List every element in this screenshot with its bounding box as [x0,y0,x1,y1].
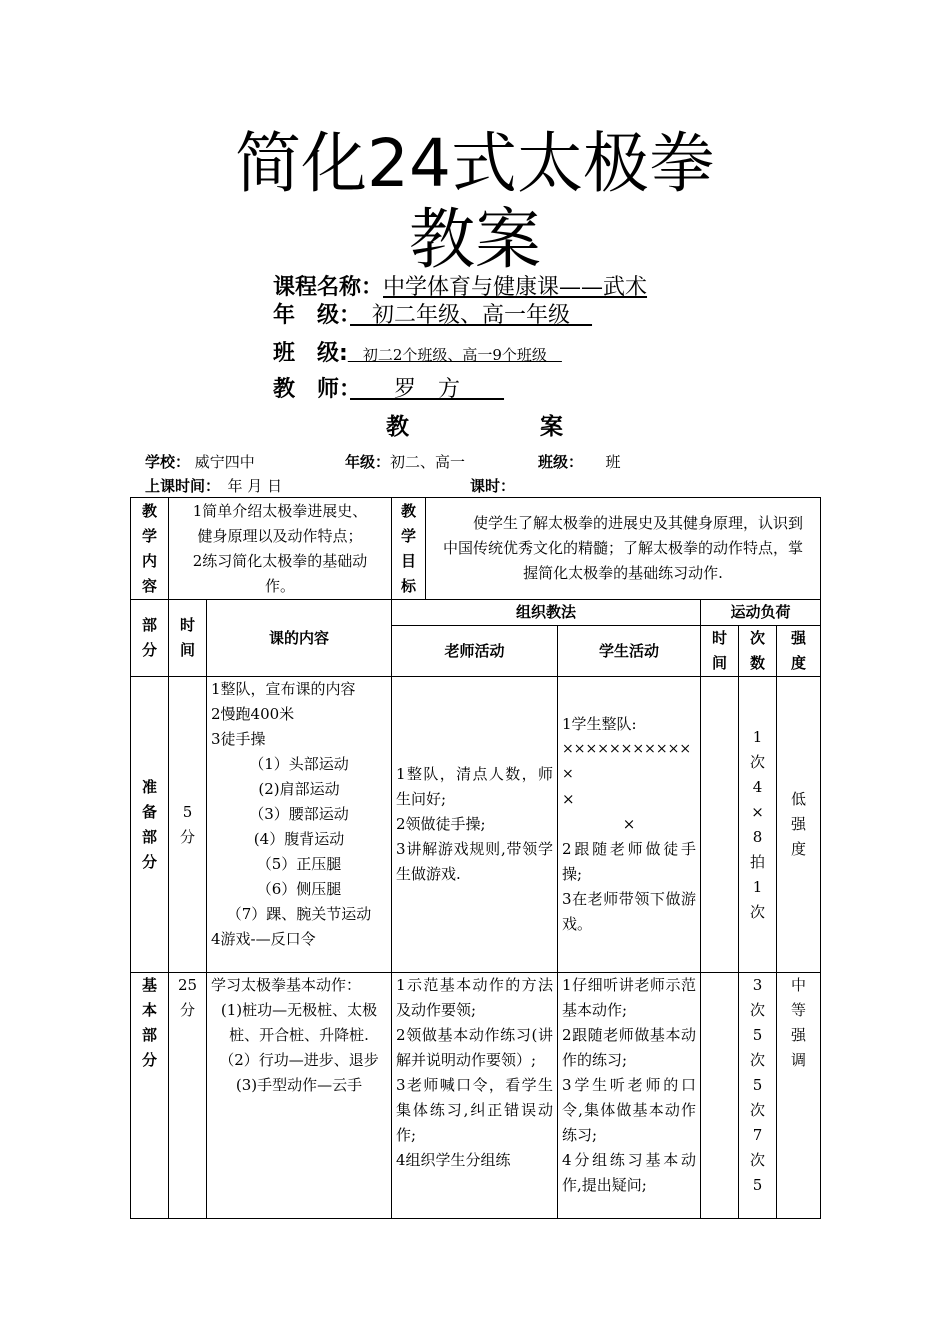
basic-part: 基 本 部 分 [131,973,169,1219]
basic-content: 学习太极拳基本动作： (1)桩功—无极桩、太极桩、开合桩、升降桩. （2）行功—进步、退步 (3)手型动作—云手 [207,973,392,1219]
header-intensity: 强 度 [777,626,821,677]
course-row [273,270,647,301]
jiaoan-right: 案 [540,414,563,440]
header-time: 时 间 [169,600,207,677]
basic-row [131,973,821,1219]
prep-part: 准 备 部 分 [131,677,169,973]
course-label: 课程名称： [273,275,384,300]
course-value: 中学体育与健康课——武术 [383,275,648,300]
class2-value: 班 [605,453,621,471]
period-info [470,475,515,496]
time-info [145,475,282,496]
grade-info [345,451,465,472]
basic-time: 25 分 [169,973,207,1219]
objective-row [131,498,821,600]
header-org: 组织教法 [392,600,701,626]
class-row [273,336,562,367]
goal-text: 使学生了解太极拳的进展史及其健身原理，认识到中国传统优秀文化的精髓；了解太极拳的动作特点，掌握简化太极拳的基础练习动作. [426,498,821,600]
basic-student: 1仔细听讲老师示范基本动作; 2跟随老师做基本动作的练习; 3学生听老师的口令,集体做基本动作练习; 4分组练习基本动作,提出疑问; [558,973,701,1219]
grade2-value: 初二、高一 [390,453,466,471]
basic-teacher: 1示范基本动作的方法及动作要领; 2领做基本动作练习(讲解并说明动作要领）; 3老师喊口令，看学生集体练习,纠正错误动作; 4组织学生分组练 [392,973,558,1219]
prep-load-time [701,677,739,973]
grade-label: 年 级： [273,303,351,328]
prep-row [131,677,821,973]
goal-head: 教 学 目 标 [392,498,426,600]
lesson-plan-table [130,497,821,1219]
school-value: 威宁四中 [194,453,255,471]
period-label: 课时： [470,477,516,495]
header-teacher: 老师活动 [392,626,558,677]
grade-value: 初二年级、高一年级 [350,303,593,328]
prep-teacher: 1整队，清点人数，师生问好; 2领做徒手操; 3讲解游戏规则,带领学生做游戏. [392,677,558,973]
class2-label: 班级： [538,453,576,471]
title-line1: 简化24式太极拳 [235,125,715,202]
header-part: 部 分 [131,600,169,677]
title-line2: 教案 [409,201,541,278]
content-head: 教 学 内 容 [131,498,169,600]
prep-intensity: 低 强 度 [777,677,821,973]
time-value: 年 月 日 [227,477,283,495]
basic-intensity: 中 等 强 调 [777,973,821,1219]
prep-count: 1 次 4 × 8 拍 1 次 [739,677,777,973]
time-label: 上课时间： [145,477,213,495]
class-value: 初二2个班级、高一9个班级 [347,346,562,364]
school-info [145,451,255,472]
prep-content: 1整队，宣布课的内容 2慢跑400米 3徒手操 （1）头部运动 (2)肩部运动 （3）腰部运动 (4）腹背运动 （5）正压腿 （6）侧压腿 （7）踝、腕关节运动 4游戏-—反口令 [207,677,392,973]
header-content: 课的内容 [207,600,392,677]
jiaoan-left: 教 [386,414,409,440]
school-label: 学校： [145,453,191,471]
class-info [538,451,621,472]
class-label: 班 级: [273,341,348,366]
header-count: 次 数 [739,626,777,677]
header-load-time: 时 间 [701,626,739,677]
grade-row [273,298,592,329]
prep-student: 1学生整队: ×××××××××××× × × 2跟随老师做徒手操; 3在老师带领下做游戏。 [558,677,701,973]
header-student: 学生活动 [558,626,701,677]
header-row-1 [131,600,821,626]
prep-time: 5 分 [169,677,207,973]
teacher-row [273,372,504,403]
teacher-value: 罗 方 [350,377,505,402]
basic-count: 3 次 5 次 5 次 7 次 5 [739,973,777,1219]
basic-load-time [701,973,739,1219]
header-load: 运动负荷 [701,600,821,626]
grade2-label: 年级： [345,453,391,471]
content-text: 1简单介绍太极拳进展史、 健身原理以及动作特点； 2练习简化太极拳的基础动 作。 [169,498,392,600]
teacher-label: 教 师： [273,377,351,402]
